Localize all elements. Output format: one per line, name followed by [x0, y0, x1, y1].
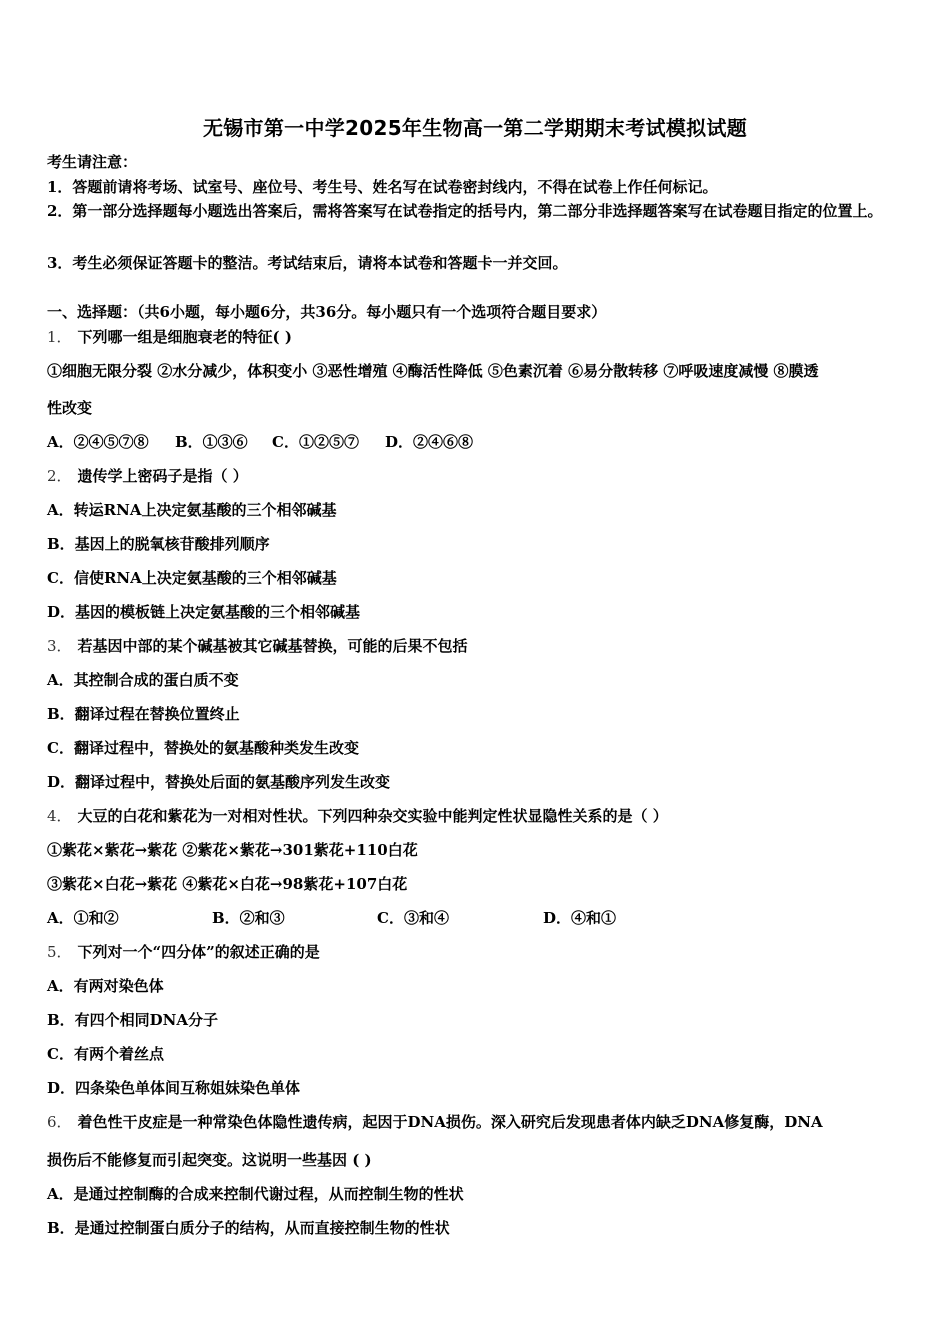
question-number: 2． [47, 467, 72, 485]
question-3-option-d[interactable]: D．翻译过程中，替换处后面的氨基酸序列发生改变 [47, 773, 391, 791]
question-1-items-line-1: ①细胞无限分裂 ②水分减少，体积变小 ③恶性增殖 ④酶活性降低 ⑤色素沉着 ⑥易分散转移 ⑦呼吸速度减慢 ⑧膜透 [47, 362, 819, 380]
question-text: 下列哪一组是细胞衰老的特征( ) [77, 328, 292, 346]
question-4-crosses-line-1: ①紫花×紫花→紫花 ②紫花×紫花→301紫花+110白花 [47, 841, 418, 859]
question-number: 1． [47, 328, 72, 346]
question-6-stem-continued: 损伤后不能修复而引起突变。这说明一些基因 ( ) [47, 1151, 372, 1169]
question-1-options [47, 432, 907, 452]
question-number: 6． [47, 1113, 72, 1131]
question-5-option-b[interactable]: B．有四个相同DNA分子 [47, 1011, 219, 1029]
page-title: 无锡市第一中学2025年生物高一第二学期期末考试模拟试题 [202, 116, 748, 140]
notice-item-3: 3．考生必须保证答题卡的整洁。考试结束后，请将本试卷和答题卡一并交回。 [47, 254, 568, 272]
question-4-crosses-line-2: ③紫花×白花→紫花 ④紫花×白花→98紫花+107白花 [47, 875, 408, 893]
question-number: 5． [47, 943, 72, 961]
option-c[interactable]: C．③和④ [377, 909, 449, 927]
question-text: 下列对一个“四分体”的叙述正确的是 [77, 943, 320, 961]
option-d[interactable]: D．②④⑥⑧ [385, 433, 474, 451]
notice-heading: 考生请注意： [47, 153, 138, 171]
question-3-stem [47, 636, 907, 656]
question-2-option-c[interactable]: C．信使RNA上决定氨基酸的三个相邻碱基 [47, 569, 337, 587]
question-3-option-a[interactable]: A．其控制合成的蛋白质不变 [47, 671, 239, 689]
question-6-stem [47, 1112, 907, 1132]
question-4-stem [47, 806, 907, 826]
question-number: 3． [47, 637, 72, 655]
question-text: 遗传学上密码子是指（ ） [77, 467, 248, 485]
question-number: 4． [47, 807, 72, 825]
question-2-stem [47, 466, 907, 486]
question-6-option-b[interactable]: B．是通过控制蛋白质分子的结构，从而直接控制生物的性状 [47, 1219, 450, 1237]
question-4-options [47, 908, 907, 928]
question-5-option-c[interactable]: C．有两个着丝点 [47, 1045, 164, 1063]
option-c[interactable]: C．①②⑤⑦ [272, 433, 359, 451]
option-d[interactable]: D．④和① [543, 909, 617, 927]
question-2-option-d[interactable]: D．基因的模板链上决定氨基酸的三个相邻碱基 [47, 603, 361, 621]
notice-item-2: 2．第一部分选择题每小题选出答案后，需将答案写在试卷指定的括号内，第二部分非选择题答案写在试卷题目指定的位置上。 [47, 202, 883, 220]
question-5-stem [47, 942, 907, 962]
option-b[interactable]: B．②和③ [212, 909, 285, 927]
question-5-option-d[interactable]: D．四条染色单体间互称姐妹染色单体 [47, 1079, 301, 1097]
option-a[interactable]: A．①和② [47, 909, 119, 927]
option-a[interactable]: A．②④⑤⑦⑧ [47, 433, 149, 451]
question-6-option-a[interactable]: A．是通过控制酶的合成来控制代谢过程，从而控制生物的性状 [47, 1185, 464, 1203]
question-1-items-line-2: 性改变 [47, 399, 93, 417]
question-text: 大豆的白花和紫花为一对相对性状。下列四种杂交实验中能判定性状显隐性关系的是（ ） [77, 807, 668, 825]
question-2-option-b[interactable]: B．基因上的脱氧核苷酸排列顺序 [47, 535, 270, 553]
question-3-option-c[interactable]: C．翻译过程中，替换处的氨基酸种类发生改变 [47, 739, 359, 757]
question-5-option-a[interactable]: A．有两对染色体 [47, 977, 164, 995]
question-3-option-b[interactable]: B．翻译过程在替换位置终止 [47, 705, 240, 723]
section-heading: 一、选择题：（共6小题，每小题6分，共36分。每小题只有一个选项符合题目要求） [47, 303, 607, 321]
option-b[interactable]: B．①③⑥ [175, 433, 248, 451]
notice-item-1: 1．答题前请将考场、试室号、座位号、考生号、姓名写在试卷密封线内，不得在试卷上作任何标记。 [47, 178, 718, 196]
question-1-stem [47, 327, 907, 347]
question-2-option-a[interactable]: A．转运RNA上决定氨基酸的三个相邻碱基 [47, 501, 337, 519]
question-text: 着色性干皮症是一种常染色体隐性遗传病，起因于DNA损伤。深入研究后发现患者体内缺乏DNA修复酶，DNA [77, 1113, 823, 1131]
question-text: 若基因中部的某个碱基被其它碱基替换，可能的后果不包括 [77, 637, 468, 655]
